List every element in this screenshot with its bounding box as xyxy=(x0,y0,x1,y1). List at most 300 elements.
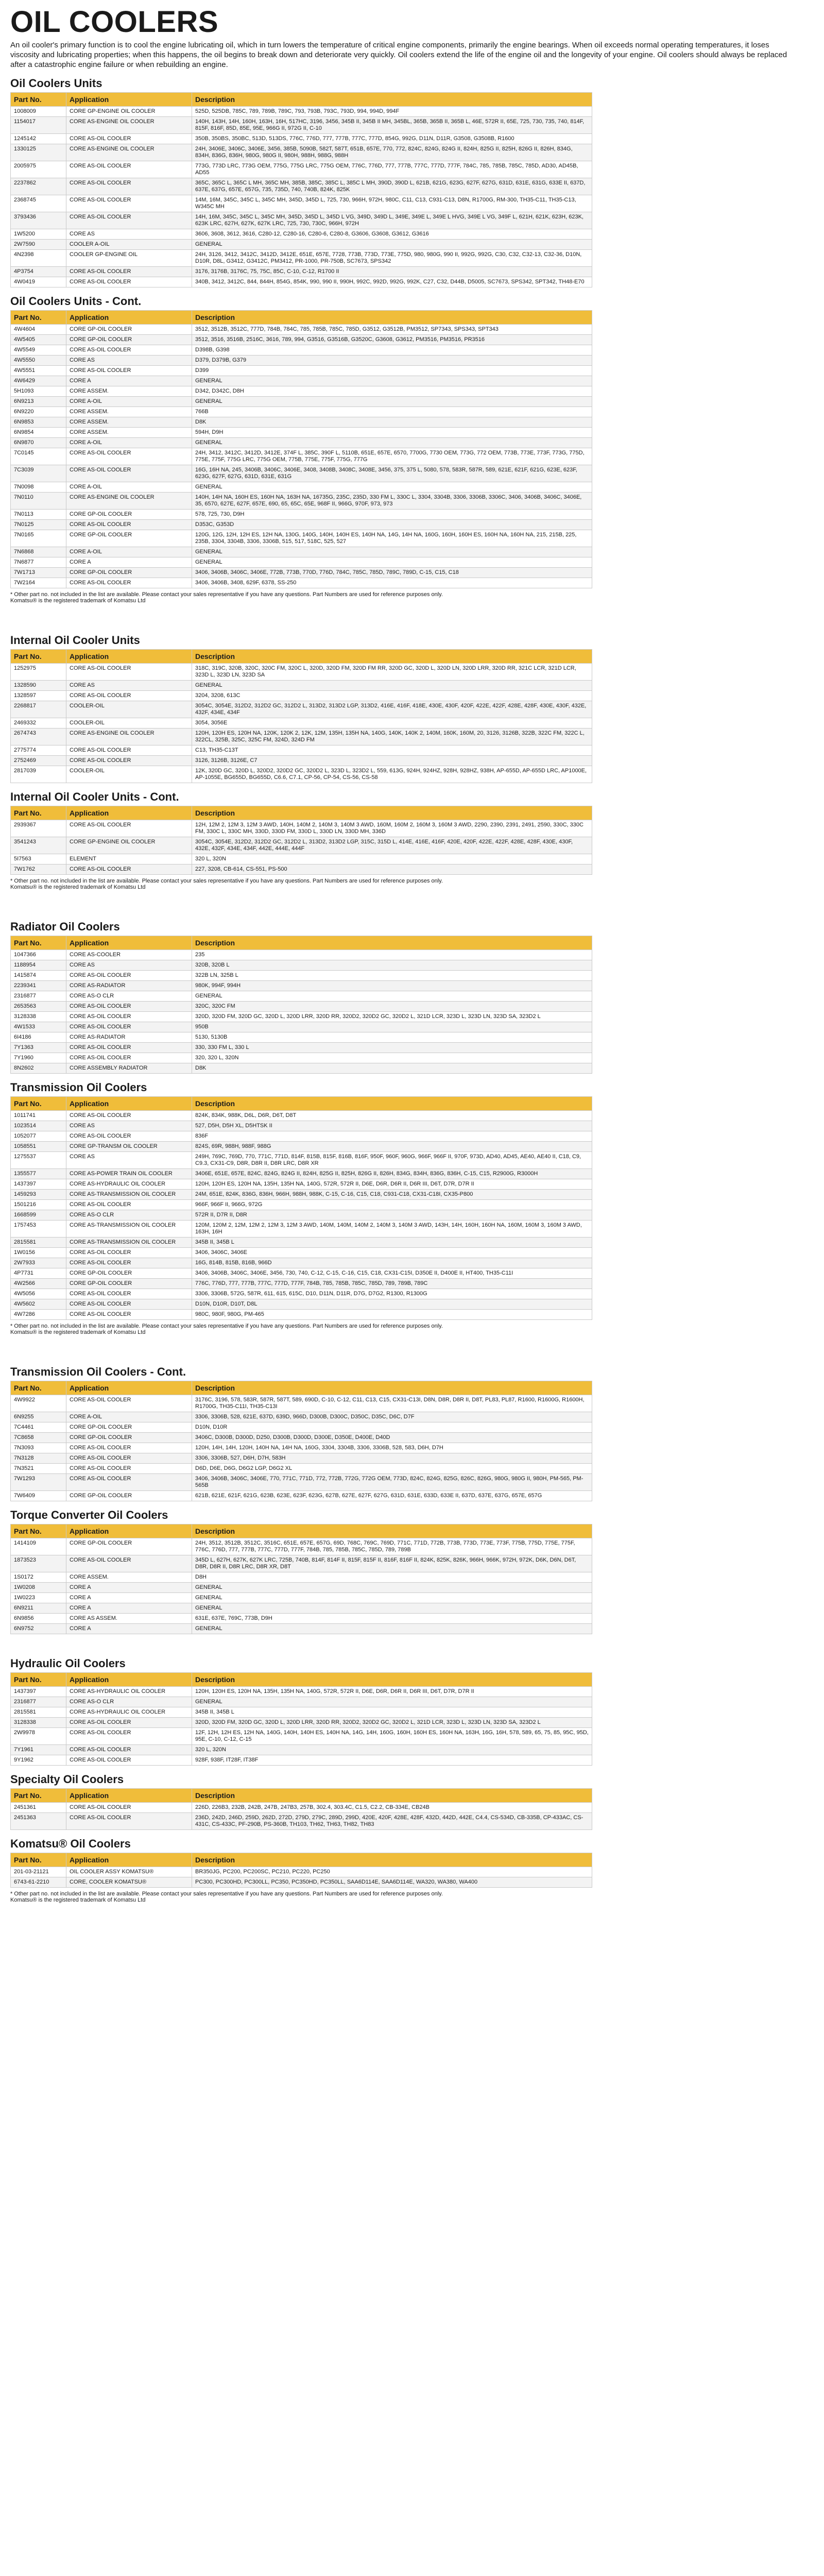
part-number-cell: 2451363 xyxy=(11,1813,66,1830)
description-cell: 3054C, 3054E, 312D2, 312D2 GC, 312D2 L, 313D2, 313D2 LGP, 313D2, 416E, 416F, 418E, 430E, 430F, 420F, 422E, 422F, 428E, 428F, 430E, 430F, 432E, 432F, 434E, 434F xyxy=(192,701,592,718)
table-row xyxy=(11,691,592,701)
part-number-cell: 1355577 xyxy=(11,1169,66,1179)
application-cell: CORE AS-OIL COOLER xyxy=(66,267,192,277)
section-title: Komatsu® Oil Coolers xyxy=(10,1837,131,1850)
part-number-cell: 4P3754 xyxy=(11,267,66,277)
table-row xyxy=(11,134,592,144)
table-row xyxy=(11,1200,592,1210)
table-header-row xyxy=(11,1097,592,1111)
description-cell: 345D L, 627H, 627K, 627K LRC, 725B, 740B, 814F, 814F II, 815F, 815F II, 816F, 816F II, 824K, 825K, 826K, 966H, 966K, 972H, 972K, D6K, D6N, D6T, D8R, D8R II, D8R LRC, D8R XR, D8T xyxy=(192,1555,592,1572)
table-row xyxy=(11,1152,592,1169)
application-cell: CORE AS-OIL COOLER xyxy=(66,1813,192,1830)
part-number-cell: 5H1093 xyxy=(11,386,66,397)
description-cell: 3306, 3306B, 572G, 587R, 611, 615, 615C, D10, D11N, D11R, D7G, D7G2, R1300, R1300G xyxy=(192,1289,592,1299)
header-application: Application xyxy=(66,311,192,325)
table-row xyxy=(11,1142,592,1152)
part-number-cell: 1275537 xyxy=(11,1152,66,1169)
application-cell: CORE AS-RADIATOR xyxy=(66,1032,192,1043)
table-row xyxy=(11,1012,592,1022)
table-row xyxy=(11,1422,592,1433)
part-number-cell: 1188954 xyxy=(11,960,66,971)
application-cell: CORE AS-OIL COOLER xyxy=(66,212,192,229)
table-row xyxy=(11,557,592,568)
application-cell: CORE AS xyxy=(66,960,192,971)
header-part-no: Part No. xyxy=(11,93,66,107)
table-row xyxy=(11,107,592,117)
application-cell: CORE AS-OIL COOLER xyxy=(66,1299,192,1310)
description-cell: GENERAL xyxy=(192,1624,592,1634)
table-row xyxy=(11,1697,592,1707)
table-row xyxy=(11,971,592,981)
part-number-cell: 1252975 xyxy=(11,664,66,681)
parts-table xyxy=(10,1096,592,1320)
description-cell: 572R II, D7R II, D8R xyxy=(192,1210,592,1221)
footnote-disclaimer: * Other part no. not included in the list are available. Please contact your sales representative if you have any questions. Part Numbers are used for reference purposes only. xyxy=(10,591,443,598)
description-cell: D398B, G398 xyxy=(192,345,592,355)
description-cell: 235 xyxy=(192,950,592,960)
part-number-cell: 1757453 xyxy=(11,1221,66,1238)
application-cell: CORE A-OIL xyxy=(66,438,192,448)
part-number-cell: 3793436 xyxy=(11,212,66,229)
description-cell: 631E, 637E, 769C, 773B, D9H xyxy=(192,1614,592,1624)
part-number-cell: 2237862 xyxy=(11,178,66,195)
header-application: Application xyxy=(66,1097,192,1111)
description-cell: 14M, 16M, 345C, 345C L, 345C MH, 345D, 345D L, 725, 730, 966H, 972H, 980C, C11, C13, C931-C13, D8N, R1700G, RM-300, TH35-C11, TH35-C13, W345C MH xyxy=(192,195,592,212)
parts-table xyxy=(10,806,592,875)
description-cell: 3406E, 651E, 657E, 824C, 824G, 824G II, 824H, 825G II, 825H, 826G II, 826H, 834G, 834H, 836G, 836H, C-15, C15, R2900G, R3000H xyxy=(192,1169,592,1179)
table-header-row xyxy=(11,93,592,107)
part-number-cell: 1330125 xyxy=(11,144,66,161)
application-cell: CORE GP-OIL COOLER xyxy=(66,1433,192,1443)
table-row xyxy=(11,1491,592,1501)
table-row xyxy=(11,1412,592,1422)
table-row xyxy=(11,267,592,277)
table-row xyxy=(11,745,592,756)
description-cell: 3306, 3306B, 527, D6H, D7H, 583H xyxy=(192,1453,592,1464)
part-number-cell: 9Y1962 xyxy=(11,1755,66,1766)
part-number-cell: 7N3093 xyxy=(11,1443,66,1453)
table-row xyxy=(11,482,592,493)
application-cell: CORE AS-OIL COOLER xyxy=(66,820,192,837)
application-cell: CORE AS-OIL COOLER xyxy=(66,1728,192,1745)
section-title: Internal Oil Cooler Units - Cont. xyxy=(10,790,179,803)
table-row xyxy=(11,465,592,482)
header-application: Application xyxy=(66,1673,192,1687)
table-row xyxy=(11,386,592,397)
application-cell: CORE AS-OIL COOLER xyxy=(66,1310,192,1320)
application-cell: CORE AS-OIL COOLER xyxy=(66,578,192,588)
table-row xyxy=(11,1433,592,1443)
part-number-cell: 2W7933 xyxy=(11,1258,66,1268)
application-cell: CORE GP-OIL COOLER xyxy=(66,510,192,520)
header-application: Application xyxy=(66,806,192,820)
header-description: Description xyxy=(192,1673,592,1687)
description-cell: 345B II, 345B L xyxy=(192,1238,592,1248)
application-cell: COOLER GP-ENGINE OIL xyxy=(66,250,192,267)
part-number-cell: 6N9870 xyxy=(11,438,66,448)
description-cell: D10N, D10R, D10T, D8L xyxy=(192,1299,592,1310)
description-cell: GENERAL xyxy=(192,547,592,557)
description-cell: 3176C, 3196, 578, 583R, 587R, 587T, 589, 690D, C-10, C-12, C11, C13, C15, CX31-C13I, D8N, D8R, D8R II, D8T, PL83, PL87, R1600, R1600G, R1600H, R1700G, TH35-C11I, TH35-C13I xyxy=(192,1395,592,1412)
table-row xyxy=(11,854,592,865)
section-title: Transmission Oil Coolers xyxy=(10,1081,147,1094)
part-number-cell: 4W1533 xyxy=(11,1022,66,1032)
application-cell: CORE AS-OIL COOLER xyxy=(66,756,192,766)
parts-table xyxy=(10,310,592,588)
description-cell: 320D, 320D FM, 320D GC, 320D L, 320D LRR, 320D RR, 320D2, 320D2 GC, 320D2 L, 321D LCR, 323D L, 323D LN, 323D SA, 323D2 L xyxy=(192,1012,592,1022)
application-cell: CORE AS-OIL COOLER xyxy=(66,1555,192,1572)
application-cell: CORE AS-OIL COOLER xyxy=(66,1755,192,1766)
part-number-cell: 7W1293 xyxy=(11,1474,66,1491)
application-cell: CORE GP-OIL COOLER xyxy=(66,568,192,578)
application-cell: CORE GP-OIL COOLER xyxy=(66,1538,192,1555)
table-row xyxy=(11,1813,592,1830)
part-number-cell: 1052077 xyxy=(11,1131,66,1142)
part-number-cell: 4W5551 xyxy=(11,366,66,376)
part-number-cell: 1047366 xyxy=(11,950,66,960)
table-row xyxy=(11,991,592,1002)
description-cell: 24M, 651E, 824K, 836G, 836H, 966H, 988H, 988K, C-15, C-16, C15, C18, C931-C18, CX31-C18I, CX35-P800 xyxy=(192,1190,592,1200)
application-cell: CORE GP-OIL COOLER xyxy=(66,1279,192,1289)
description-cell: 3406, 3406B, 3406C, 3406E, 772B, 773B, 770D, 776D, 784C, 785C, 785D, 789C, 789D, C-15, C15, C18 xyxy=(192,568,592,578)
description-cell: GENERAL xyxy=(192,1583,592,1593)
application-cell: CORE AS-OIL COOLER xyxy=(66,1131,192,1142)
table-row xyxy=(11,1803,592,1813)
part-number-cell: 2268817 xyxy=(11,701,66,718)
part-number-cell: 1008009 xyxy=(11,107,66,117)
part-number-cell: 2817039 xyxy=(11,766,66,783)
section-spacer xyxy=(10,611,814,626)
application-cell: CORE AS-OIL COOLER xyxy=(66,465,192,482)
table-row xyxy=(11,510,592,520)
description-cell: GENERAL xyxy=(192,397,592,407)
header-description: Description xyxy=(192,1853,592,1867)
table-row xyxy=(11,1443,592,1453)
application-cell: CORE ASSEM. xyxy=(66,386,192,397)
description-cell: D353C, G353D xyxy=(192,520,592,530)
table-row xyxy=(11,1538,592,1555)
part-number-cell: 7C4461 xyxy=(11,1422,66,1433)
table-row xyxy=(11,1707,592,1718)
section-title: Torque Converter Oil Coolers xyxy=(10,1509,168,1521)
table-row xyxy=(11,1755,592,1766)
table-row xyxy=(11,950,592,960)
table-row xyxy=(11,1111,592,1121)
header-application: Application xyxy=(66,1853,192,1867)
part-number-cell: 2674743 xyxy=(11,728,66,745)
table-row xyxy=(11,1867,592,1877)
table-row xyxy=(11,820,592,837)
description-cell: 527, D5H, D5H XL, D5HTSK II xyxy=(192,1121,592,1131)
table-row xyxy=(11,701,592,718)
table-row xyxy=(11,397,592,407)
section-spacer xyxy=(10,1343,814,1358)
table-row xyxy=(11,1279,592,1289)
table-row xyxy=(11,1624,592,1634)
header-description: Description xyxy=(192,1381,592,1395)
part-number-cell: 1668599 xyxy=(11,1210,66,1221)
part-number-cell: 4W5602 xyxy=(11,1299,66,1310)
application-cell: CORE AS-OIL COOLER xyxy=(66,178,192,195)
part-number-cell: 4W5405 xyxy=(11,335,66,345)
footnote xyxy=(10,1323,814,1335)
description-cell: 320 L, 320N xyxy=(192,854,592,865)
part-number-cell: 7N0125 xyxy=(11,520,66,530)
description-cell: 3406, 3406C, 3406E xyxy=(192,1248,592,1258)
parts-table xyxy=(10,649,592,783)
table-row xyxy=(11,250,592,267)
part-number-cell: 4W5550 xyxy=(11,355,66,366)
description-cell: 3406, 3406B, 3406C, 3406E, 3456, 730, 740, C-12, C-15, C-16, C15, C18, CX31-C15I, D350E II, D400E II, HT400, TH35-C11I xyxy=(192,1268,592,1279)
table-row xyxy=(11,1179,592,1190)
part-number-cell: 4N2398 xyxy=(11,250,66,267)
table-row xyxy=(11,1002,592,1012)
table-header-row xyxy=(11,936,592,950)
table-row xyxy=(11,1728,592,1745)
application-cell: CORE AS-COOLER xyxy=(66,950,192,960)
application-cell: CORE AS-OIL COOLER xyxy=(66,161,192,178)
part-number-cell: 2239341 xyxy=(11,981,66,991)
header-application: Application xyxy=(66,1789,192,1803)
application-cell: CORE AS-ENGINE OIL COOLER xyxy=(66,728,192,745)
description-cell: 120H, 14H, 14H, 120H, 140H NA, 14H NA, 160G, 3304, 3304B, 3306, 3306B, 528, 583, D6H, D7H xyxy=(192,1443,592,1453)
table-row xyxy=(11,117,592,134)
table-row xyxy=(11,1583,592,1593)
parts-table xyxy=(10,1524,592,1634)
description-cell: 928F, 938F, IT28F, IT38F xyxy=(192,1755,592,1766)
parts-table xyxy=(10,1853,592,1888)
table-row xyxy=(11,355,592,366)
part-number-cell: 4W4604 xyxy=(11,325,66,335)
description-cell: 980K, 994F, 994H xyxy=(192,981,592,991)
footnote-trademark: Komatsu® is the registered trademark of Komatsu Ltd xyxy=(10,1329,146,1335)
table-row xyxy=(11,1474,592,1491)
description-cell: 525D, 525DB, 785C, 789, 789B, 789C, 793, 793B, 793C, 793D, 994, 994D, 994F xyxy=(192,107,592,117)
header-part-no: Part No. xyxy=(11,1524,66,1538)
table-row xyxy=(11,1572,592,1583)
application-cell: CORE AS-ENGINE OIL COOLER xyxy=(66,144,192,161)
application-cell: CORE AS-OIL COOLER xyxy=(66,195,192,212)
part-number-cell: 7Y1363 xyxy=(11,1043,66,1053)
description-cell: D399 xyxy=(192,366,592,376)
header-part-no: Part No. xyxy=(11,936,66,950)
application-cell: CORE AS-O CLR xyxy=(66,1210,192,1221)
header-application: Application xyxy=(66,1524,192,1538)
part-number-cell: 4W9922 xyxy=(11,1395,66,1412)
description-cell: 16G, 16H NA, 245, 3406B, 3406C, 3406E, 3408, 3408B, 3408C, 3408E, 3456, 375, 375 L, 5080, 578, 583R, 587R, 589, 621E, 621F, 621G, 623E, 623F, 623G, 627F, 627G, 631D, 631E, 631G xyxy=(192,465,592,482)
description-cell: D6D, D6E, D6G, D6G2 LGP, D6G2 XL xyxy=(192,1464,592,1474)
description-cell: 980C, 980F, 980G, PM-465 xyxy=(192,1310,592,1320)
description-cell: 24H, 3126, 3412, 3412C, 3412D, 3412E, 651E, 657E, 7728, 773B, 773D, 773E, 775D, 980, 980G, 990 II, 992G, 992G, C30, C32, C32-13, C32-36, D10N, D10R, D8L, G3412, G3412C, PM3412, PR-1000, PR-750B, SC7673, SPS342 xyxy=(192,250,592,267)
description-cell: GENERAL xyxy=(192,557,592,568)
header-part-no: Part No. xyxy=(11,806,66,820)
table-row xyxy=(11,1268,592,1279)
description-cell: 3406, 3406B, 3408, 629F, 6378, SS-250 xyxy=(192,578,592,588)
application-cell: CORE A xyxy=(66,1624,192,1634)
table-row xyxy=(11,1063,592,1074)
application-cell: COOLER A-OIL xyxy=(66,240,192,250)
table-row xyxy=(11,1745,592,1755)
header-part-no: Part No. xyxy=(11,311,66,325)
application-cell: CORE AS-POWER TRAIN OIL COOLER xyxy=(66,1169,192,1179)
application-cell: CORE GP-OIL COOLER xyxy=(66,530,192,547)
description-cell: 3512, 3516, 3516B, 2516C, 3616, 789, 994, G3516, G3516B, G3520C, G3608, G3612, PM3516, PM3516, PR3516 xyxy=(192,335,592,345)
description-cell: GENERAL xyxy=(192,1697,592,1707)
description-cell: 3606, 3608, 3612, 3616, C280-12, C280-16, C280-6, C280-8, G3606, G3608, G3612, G3616 xyxy=(192,229,592,240)
application-cell: CORE AS-HYDRAULIC OIL COOLER xyxy=(66,1687,192,1697)
application-cell: ELEMENT xyxy=(66,854,192,865)
table-row xyxy=(11,1464,592,1474)
part-number-cell: 6I4186 xyxy=(11,1032,66,1043)
application-cell: CORE ASSEM. xyxy=(66,417,192,428)
part-number-cell: 7C8658 xyxy=(11,1433,66,1443)
application-cell: CORE AS-OIL COOLER xyxy=(66,1002,192,1012)
part-number-cell: 8N2602 xyxy=(11,1063,66,1074)
description-cell: 318C, 319C, 320B, 320C, 320C FM, 320C L, 320D, 320D FM, 320D FM RR, 320D GC, 320D L, 320D LN, 320D LRR, 320D RR, 321C LCR, 321D LCR, 323D L, 323D LN, 323D SA xyxy=(192,664,592,681)
part-number-cell: 7N6868 xyxy=(11,547,66,557)
application-cell: CORE AS-OIL COOLER xyxy=(66,745,192,756)
section-spacer xyxy=(10,1634,814,1650)
description-cell: 320 L, 320N xyxy=(192,1745,592,1755)
part-number-cell: 7N0098 xyxy=(11,482,66,493)
application-cell: CORE AS-HYDRAULIC OIL COOLER xyxy=(66,1707,192,1718)
table-row xyxy=(11,1022,592,1032)
part-number-cell: 7N0110 xyxy=(11,493,66,510)
part-number-cell: 2752469 xyxy=(11,756,66,766)
application-cell: CORE AS ASSEM. xyxy=(66,1614,192,1624)
footnote-disclaimer: * Other part no. not included in the list are available. Please contact your sales representative if you have any questions. Part Numbers are used for reference purposes only. xyxy=(10,878,443,884)
part-number-cell: 4P7731 xyxy=(11,1268,66,1279)
table-row xyxy=(11,1121,592,1131)
part-number-cell: 3128338 xyxy=(11,1012,66,1022)
part-number-cell: 2W7590 xyxy=(11,240,66,250)
description-cell: C13, TH35-C13T xyxy=(192,745,592,756)
section-title: Transmission Oil Coolers - Cont. xyxy=(10,1365,186,1378)
part-number-cell: 7W6409 xyxy=(11,1491,66,1501)
description-cell: 24H, 3406E, 3406C, 3406E, 3456, 385B, 5090B, 582T, 587T, 651B, 657E, 770, 772, 824C, 824G, 824G II, 824H, 825G II, 825H, 826G II, 826H, 834G, 834H, 836G, 836H, 980G, 980G II, 980H, 988H, 988G, 988H xyxy=(192,144,592,161)
application-cell: CORE A xyxy=(66,376,192,386)
part-number-cell: 7N3521 xyxy=(11,1464,66,1474)
part-number-cell: 1437397 xyxy=(11,1687,66,1697)
part-number-cell: 2815581 xyxy=(11,1707,66,1718)
section-title: Oil Coolers Units - Cont. xyxy=(10,295,142,308)
table-row xyxy=(11,568,592,578)
application-cell: CORE AS-OIL COOLER xyxy=(66,448,192,465)
description-cell: D379, D379B, G379 xyxy=(192,355,592,366)
description-cell: 3406, 3406B, 3406C, 3406E, 770, 771C, 771D, 772, 772B, 772G, 772G OEM, 773D, 824C, 824G, 825G, 826C, 826G, 980G, 980G II, 980H, PM-565, PM-565B xyxy=(192,1474,592,1491)
part-number-cell: 4W0419 xyxy=(11,277,66,287)
description-cell: 365C, 365C L, 365C L MH, 365C MH, 385B, 385C, 385C L, 385C L MH, 390D, 390D L, 621B, 621G, 623G, 627F, 627G, 631D, 631E, 631G, 633E II, 637D, 637E, 637G, 657E, 657G, 735, 735D, 740, 740B, 824K, 825K xyxy=(192,178,592,195)
application-cell: CORE AS-OIL COOLER xyxy=(66,971,192,981)
part-number-cell: 6N9854 xyxy=(11,428,66,438)
description-cell: BR350JG, PC200, PC200SC, PC210, PC220, PC250 xyxy=(192,1867,592,1877)
description-cell: 836F xyxy=(192,1131,592,1142)
description-cell: GENERAL xyxy=(192,376,592,386)
part-number-cell: 1W0208 xyxy=(11,1583,66,1593)
application-cell: COOLER-OIL xyxy=(66,718,192,728)
description-cell: 320C, 320C FM xyxy=(192,1002,592,1012)
part-number-cell: 7N6877 xyxy=(11,557,66,568)
description-cell: 776C, 776D, 777, 777B, 777C, 777D, 777F, 784B, 785, 785B, 785C, 785D, 789, 789B, 789C xyxy=(192,1279,592,1289)
table-row xyxy=(11,1258,592,1268)
description-cell: 140H, 143H, 14H, 160H, 163H, 16H, 517HC, 3196, 3456, 345B II, 345B II MH, 345BL, 365B, 365B II, 365B L, 46E, 572R II, 65E, 725, 730, 735, 740, 814F, 815F, 816F, 85D, 85E, 95E, 966G II, 972G II, C-10 xyxy=(192,117,592,134)
part-number-cell: 7C3039 xyxy=(11,465,66,482)
application-cell: CORE AS-OIL COOLER xyxy=(66,1012,192,1022)
table-row xyxy=(11,277,592,287)
application-cell: CORE AS-OIL COOLER xyxy=(66,1745,192,1755)
description-cell: 120H, 120H ES, 120H NA, 120K, 120K 2, 12K, 12M, 135H, 135H NA, 140G, 140K, 140K 2, 140M, 160K, 160M, 20, 3126, 3126B, 322B, 322C FM, 322C L, 322CL, 325B, 325C, 325C FM, 324D, 324D FM xyxy=(192,728,592,745)
description-cell: 226D, 226B3, 232B, 242B, 247B, 247B3, 257B, 302.4, 303.4C, C1.5, C2.2, CB-334E, CB24B xyxy=(192,1803,592,1813)
description-cell: 3204, 3208, 613C xyxy=(192,691,592,701)
description-cell: 24H, 3412, 3412C, 3412D, 3412E, 374F L, 385C, 390F L, 5110B, 651E, 657E, 6570, 7700G, 7730 OEM, 773G, 772 OEM, 773B, 773E, 773F, 773G, 775D, 775E, 775F, 775G LRC, 775G OEM, 775B, 775E, 775F, 775G, 777G xyxy=(192,448,592,465)
application-cell: CORE AS-OIL COOLER xyxy=(66,1258,192,1268)
table-row xyxy=(11,1190,592,1200)
application-cell: CORE AS-OIL COOLER xyxy=(66,1718,192,1728)
footnote-trademark: Komatsu® is the registered trademark of Komatsu Ltd xyxy=(10,598,146,604)
header-description: Description xyxy=(192,806,592,820)
header-description: Description xyxy=(192,311,592,325)
table-row xyxy=(11,1687,592,1697)
part-number-cell: 7W2164 xyxy=(11,578,66,588)
table-row xyxy=(11,728,592,745)
table-row xyxy=(11,1395,592,1412)
part-number-cell: 1328590 xyxy=(11,681,66,691)
header-part-no: Part No. xyxy=(11,1097,66,1111)
table-row xyxy=(11,718,592,728)
description-cell: 120H, 120H ES, 120H NA, 135H, 135H NA, 140G, 572R, 572R II, D6E, D6R, D6R II, D6R III, D6T, D7R, D7R II xyxy=(192,1687,592,1697)
application-cell: CORE AS-HYDRAULIC OIL COOLER xyxy=(66,1179,192,1190)
description-cell: GENERAL xyxy=(192,1603,592,1614)
parts-table xyxy=(10,1672,592,1766)
description-cell: 594H, D9H xyxy=(192,428,592,438)
application-cell: CORE ASSEM. xyxy=(66,428,192,438)
description-cell: GENERAL xyxy=(192,482,592,493)
application-cell: CORE A xyxy=(66,557,192,568)
table-row xyxy=(11,1310,592,1320)
table-row xyxy=(11,1169,592,1179)
part-number-cell: 1W5200 xyxy=(11,229,66,240)
table-row xyxy=(11,960,592,971)
application-cell: CORE GP-TRANSM OIL COOLER xyxy=(66,1142,192,1152)
part-number-cell: 2469332 xyxy=(11,718,66,728)
table-row xyxy=(11,366,592,376)
footnote-trademark: Komatsu® is the registered trademark of Komatsu Ltd xyxy=(10,1897,146,1903)
application-cell: CORE AS-OIL COOLER xyxy=(66,1289,192,1299)
part-number-cell: 7W1762 xyxy=(11,865,66,875)
application-cell: COOLER-OIL xyxy=(66,701,192,718)
description-cell: GENERAL xyxy=(192,240,592,250)
application-cell: CORE, COOLER KOMATSU® xyxy=(66,1877,192,1888)
header-description: Description xyxy=(192,1524,592,1538)
section-title: Internal Oil Cooler Units xyxy=(10,634,140,647)
table-row xyxy=(11,520,592,530)
table-header-row xyxy=(11,1789,592,1803)
application-cell: CORE AS-OIL COOLER xyxy=(66,1453,192,1464)
application-cell: CORE AS-OIL COOLER xyxy=(66,664,192,681)
table-row xyxy=(11,766,592,783)
footnote xyxy=(10,1891,814,1903)
description-cell: 3126, 3126B, 3126E, C7 xyxy=(192,756,592,766)
section-title: Oil Coolers Units xyxy=(10,77,102,90)
table-row xyxy=(11,664,592,681)
application-cell: CORE AS-OIL COOLER xyxy=(66,134,192,144)
part-number-cell: 2815581 xyxy=(11,1238,66,1248)
header-description: Description xyxy=(192,1789,592,1803)
application-cell: CORE A-OIL xyxy=(66,1412,192,1422)
parts-table xyxy=(10,1381,592,1501)
description-cell: 766B xyxy=(192,407,592,417)
description-cell: 320B, 320B L xyxy=(192,960,592,971)
